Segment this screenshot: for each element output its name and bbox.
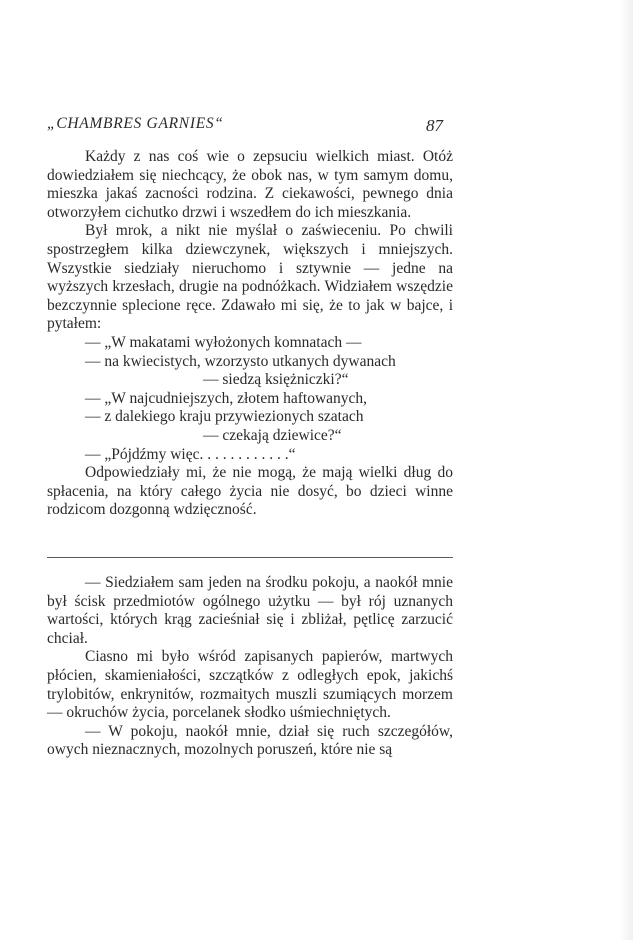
verse-line: — „Pójdźmy więc. . . . . . . . . . . .“ — [85, 445, 296, 463]
paragraph: — Siedziałem sam jeden na środku pokoju, a naokół mnie był ścisk przedmiotów ogólnego użytku — był rój uznanych wartości, których krąg zacieśniał się i zbliżał, pętlicę zarzucić chciał. — [47, 574, 453, 647]
verse-line: — „W najcudniejszych, złotem haftowanych, — [85, 389, 368, 407]
verse-line: — czekają dziewice?“ — [203, 426, 342, 444]
page-edge-shadow — [619, 0, 633, 940]
paragraph: Każdy z nas coś wie o zepsuciu wielkich miast. Otóż dowiedziałem się niechcący, że obok nas, w tym samym domu, mieszka jakaś zacności rodzina. Z ciekawości, pewnego dnia otworzyłem cichutko drzwi i wszedłem do ich mieszkania. — [47, 148, 453, 221]
page-number: 87 — [426, 116, 443, 135]
verse-line: — z dalekiego kraju przywiezionych szatach — [85, 408, 364, 426]
section-divider — [47, 557, 453, 558]
paragraph: Odpowiedziały mi, że nie mogą, że mają wielki dług do spłacenia, na który całego życia nie dosyć, bo dzieci winne rodzicom dozgonną wdzięczność. — [47, 464, 453, 519]
paragraph: Ciasno mi było wśród zapisanych papierów, martwych płócien, skamieniałości, szczątków z odległych epok, jakichś trylobitów, enkrynitów, rozmaitych muszli szumiących morzem — okruchów życia, porcelanek słodko uśmiechniętych. — [47, 648, 453, 722]
section-2 — [47, 574, 453, 760]
section-1 — [47, 148, 453, 520]
paragraph: — W pokoju, naokół mnie, dział się ruch szczegółów, owych nieznacznych, mozolnych poruszeń, które nie są — [47, 722, 453, 759]
verse-line: — „W makatami wyłożonych komnatach — — [85, 333, 362, 351]
verse-line: — na kwiecistych, wzorzysto utkanych dywanach — [85, 352, 396, 370]
running-title: „CHAMBRES GARNIES“ — [47, 115, 224, 132]
verse-line: — siedzą księżniczki?“ — [203, 371, 349, 389]
paragraph: Był mrok, a nikt nie myślał o zaświeceniu. Po chwili spostrzegłem kilka dziewczynek, większych i mniejszych. Wszystkie siedziały nieruchomo i sztywnie — jedne na wyższych krzesłach, drugie na podnóżkach. Widziałem wszędzie bezczynnie splecione ręce. Zdawało mi się, że to jak w bajce, i pytałem: — [47, 222, 453, 333]
